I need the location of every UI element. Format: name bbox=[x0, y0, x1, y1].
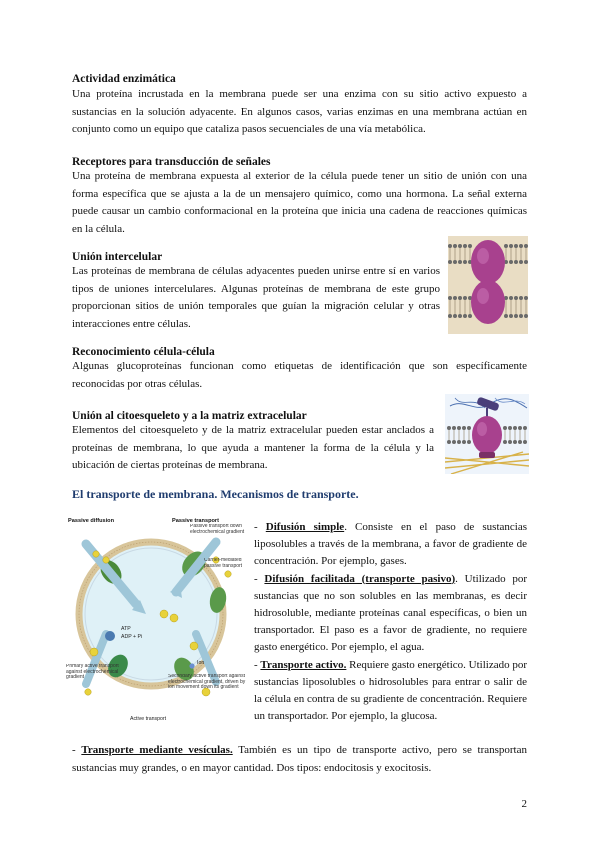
term-simple-diffusion: Difusión simple bbox=[265, 521, 345, 533]
diagram-label-active-transport: Active transport bbox=[130, 716, 167, 722]
transport-item-simple-diffusion: - Difusión simple. Consiste en el paso de sustancias liposolubles a través de la membrana, a favor de gradiente de concentración. Por ejemplo, gases. bbox=[254, 521, 527, 568]
transport-mechanisms-list bbox=[254, 519, 527, 725]
diagram-label-carrier: Carrier-mediated passive transport bbox=[204, 558, 243, 569]
section-text-cytoskeleton-attachment: Elementos del citoesqueleto y de la matriz extracelular pueden estar anclados a proteínas de membrana, lo que ayuda a mantener la forma de la célula y la ubicación de ciertas proteínas de membrana. bbox=[72, 424, 434, 471]
diagram-label-passive-transport: Passive transport bbox=[172, 518, 219, 524]
cytoskeleton-attachment-illustration bbox=[445, 394, 529, 474]
section-title-cytoskeleton-attachment: Unión al citoesqueleto y a la matriz extracelular bbox=[72, 410, 307, 422]
diagram-label-atp: ATP bbox=[121, 626, 131, 632]
section-text-cell-recognition: Algunas glucoproteínas funcionan como etiquetas de identificación que son específicamente reconocidas por otras células. bbox=[72, 360, 527, 390]
diagram-label-secondary-wrap bbox=[168, 674, 246, 712]
term-facilitated-diffusion: Difusión facilitada (transporte pasivo) bbox=[264, 572, 456, 585]
diagram-label-ion: Ion bbox=[197, 660, 205, 666]
diagram-label-secondary: Secondary active transport against electrochemical gradient, driven by ion movement down its gradient bbox=[168, 674, 246, 691]
transport-item-vesicles bbox=[72, 742, 527, 777]
text-simple-diffusion: . Consiste en el paso de sustancias liposolubles a través de la membrana, a favor de gradiente de concentración. Por ejemplo, gases. bbox=[254, 521, 527, 568]
diagram-label-passive-down-wrap bbox=[190, 524, 246, 556]
intercellular-joining-illustration bbox=[448, 236, 528, 334]
diagram-label-carrier-wrap bbox=[204, 558, 246, 590]
section-title-cell-recognition: Reconocimiento célula-célula bbox=[72, 346, 215, 358]
section-title-intercellular-joining: Unión intercelular bbox=[72, 251, 163, 263]
text-facilitated-diffusion: . Utilizado por sustancias que no son solubles en las membranas, es decir hidrosoluble, mediante proteínas canal específicas, o bien un transportador. El paso es a favor de gradiente, no requiere gasto energético. Por ejemplo, el agua. bbox=[254, 572, 527, 654]
page-number: 2 bbox=[521, 798, 527, 810]
section-text-intercellular-joining: Las proteínas de membrana de células adyacentes pueden unirse entre sí en varios tipos de uniones intercelulares. Algunas proteínas de membrana de este grupo proporcionan sitios de unión temporales que guían la migración celular y otras interacciones entre células. bbox=[72, 265, 440, 330]
diagram-label-passive-diffusion: Passive diffusion bbox=[68, 518, 115, 524]
diagram-label-primary-wrap bbox=[66, 664, 122, 696]
text-active-transport: Requiere gasto energético. Utilizado por sustancias liposolubles o hidrosolubles para entrar o salir de la célula en contra de su gradiente de concentración. Requiere un transportador. Por ejemplo, la glucosa. bbox=[254, 658, 527, 723]
diagram-label-passive-down: Passive transport down electrochemical gradient bbox=[190, 524, 245, 535]
text-vesicular-transport: También es un tipo de transporte activo, pero se transportan sustancias muy grandes, o en mayor cantidad. Dos tipos: endocitosis y exocitosis. bbox=[72, 744, 527, 774]
diagram-label-primary: Primary active transport against electrochemical gradient bbox=[66, 664, 119, 681]
section-title-enzymatic-activity: Actividad enzimática bbox=[72, 73, 176, 85]
membrane-transport-diagram bbox=[66, 514, 246, 722]
section-title-signal-receptors: Receptores para transducción de señales bbox=[72, 156, 271, 168]
transport-item-facilitated-diffusion: - Difusión facilitada (transporte pasivo). Utilizado por sustancias que no son solubles en las membranas, es decir hidrosoluble, mediante proteínas canal específicas, o bien un transportador. El paso es a favor de gradiente, no requiere gasto energético. Por ejemplo, el agua. bbox=[254, 572, 527, 654]
section-text-enzymatic-activity: Una proteína incrustada en la membrana puede ser una enzima con su sitio activo expuesto a sustancias en la solución adyacente. En algunos casos, varias enzimas en una membrana actúan en conjunto como un equipo que cataliza pasos secuenciales de una vía metabólica. bbox=[72, 88, 527, 135]
transport-section-title: El transporte de membrana. Mecanismos de transporte. bbox=[72, 487, 359, 501]
vesicles-prefix: - bbox=[72, 744, 82, 756]
diagram-label-adp: ADP + Pi bbox=[121, 634, 143, 640]
transport-item-active-transport: - Transporte activo. Requiere gasto energético. Utilizado por sustancias liposolubles o hidrosolubles para entrar o salir de la célula en contra de su gradiente de concentración. Requiere un transportador. Por ejemplo, la glucosa. bbox=[254, 658, 527, 723]
term-vesicular-transport: Transporte mediante vesículas. bbox=[81, 744, 233, 756]
section-text-signal-receptors: Una proteína de membrana expuesta al exterior de la célula puede tener un sitio de unión con una forma específica que se ajusta a la de un mensajero químico, como una hormona. La señal externa puede causar un cambio conformacional en la proteína que inicia una cadena de reacciones químicas en la célula. bbox=[72, 170, 527, 235]
term-active-transport: Transporte activo. bbox=[260, 658, 347, 671]
